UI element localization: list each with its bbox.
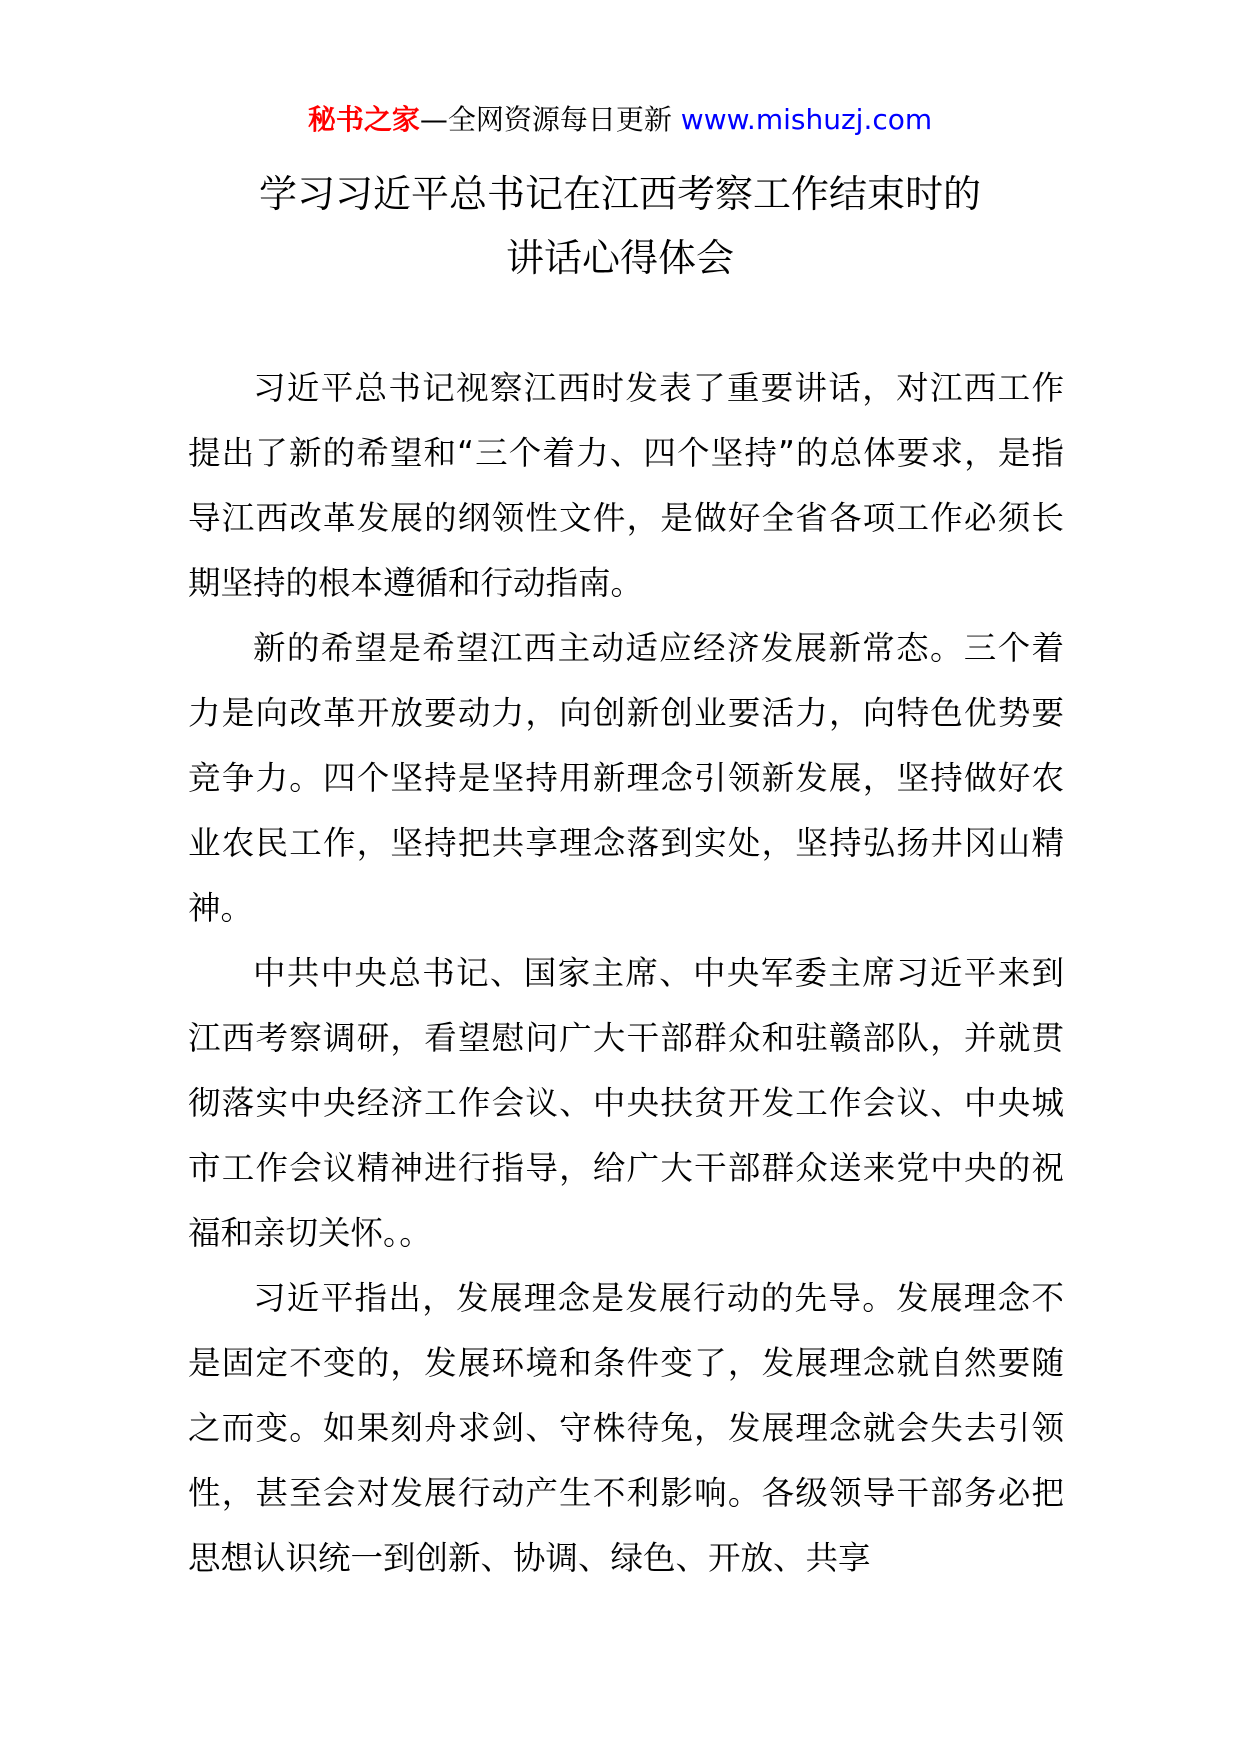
document-body xyxy=(188,356,1064,1591)
header-tagline: —全网资源每日更新 xyxy=(419,103,672,136)
title-line-2: 讲话心得体会 xyxy=(505,236,734,280)
paragraph: 习近平总书记视察江西时发表了重要讲话，对江西工作提出了新的希望和“三个着力、四个坚持”的总体要求，是指导江西改革发展的纲领性文件，是做好全省各项工作必须长期坚持的根本遵循和行动指南。 xyxy=(188,369,1064,602)
site-url-link[interactable]: www.mishuzj.com xyxy=(680,103,933,136)
brand-name: 秘书之家 xyxy=(307,103,420,136)
paragraph: 新的希望是希望江西主动适应经济发展新常态。三个着力是向改革开放要动力，向创新创业要活力，向特色优势要竞争力。四个坚持是坚持用新理念引领新发展，坚持做好农业农民工作，坚持把共享理念落到实处，坚持弘扬井冈山精神。 xyxy=(188,629,1064,927)
paragraph: 中共中央总书记、国家主席、中央军委主席习近平来到江西考察调研，看望慰问广大干部群众和驻赣部队，并就贯彻落实中央经济工作会议、中央扶贫开发工作会议、中央城市工作会议精神进行指导，给广大干部群众送来党中央的祝福和亲切关怀。。 xyxy=(188,954,1064,1252)
title-line-1: 学习习近平总书记在江西考察工作结束时的 xyxy=(258,172,981,216)
paragraph: 习近平指出，发展理念是发展行动的先导。发展理念不是固定不变的，发展环境和条件变了，发展理念就自然要随之而变。如果刻舟求剑、守株待兔，发展理念就会失去引领性，甚至会对发展行动产生不利影响。各级领导干部务必把思想认识统一到创新、协调、绿色、开放、共享 xyxy=(188,1279,1064,1577)
document-title xyxy=(0,162,1240,290)
site-header xyxy=(0,100,1240,140)
